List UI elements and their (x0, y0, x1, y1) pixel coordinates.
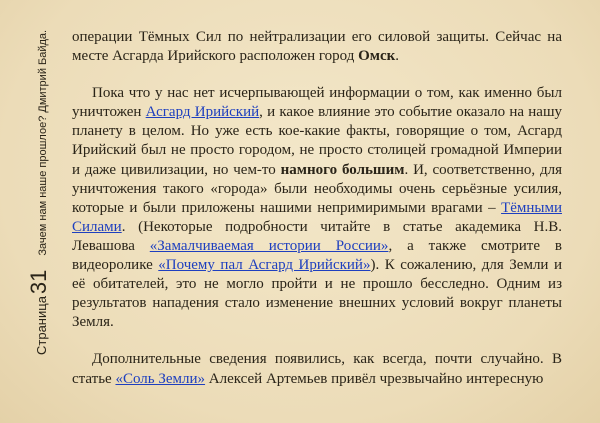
text-run: Дополнительные сведения появились, как всегда, почти случайно. В статье (72, 351, 562, 387)
page-sidebar (4, 0, 51, 423)
text-run: Алексей Артемьев привёл чрезвычайно интересную (205, 370, 544, 387)
link-salt-of-earth[interactable]: «Соль Земли» (115, 370, 206, 387)
text-run: . (Некоторые подробности читайте в статье академика Н.В. Левашова (72, 218, 562, 254)
link-article-levashov[interactable]: «Замалчиваемая истории России» (149, 237, 389, 254)
bold-emphasis: намного большим (280, 161, 405, 178)
text-run: . (395, 48, 400, 65)
text-run: , и какое влияние это событие оказало на нашу планету в целом. Но уже есть кое-какие факты, говорящие о том, Асгард Ирийский был не просто городом, не просто столицей громадной Империи и даже цивилизации, но чем-то (72, 104, 562, 178)
text-run: ). К сожалению, для Земли и её обитателей, это не могло пройти и не прошло бесследно. Одним из результатов нападения стало изменение внешних условий вокруг планеты Земля. (72, 257, 562, 331)
text-run: . И, соответственно, для уничтожения такого «города» были необходимы очень серьёзные усилия, которые и были приложены нашими непримиримыми врагами – (72, 161, 562, 216)
bold-city-name: Омск (358, 48, 396, 65)
text-run: Пока что у нас нет исчерпывающей информации о том, как именно был уничтожен (72, 85, 562, 121)
page-number: 31 (26, 269, 51, 295)
page-label: Страница (34, 296, 49, 355)
link-video-asgard[interactable]: «Почему пал Асгард Ирийский» (158, 257, 371, 274)
article-body (72, 28, 562, 407)
sidebar-caption (26, 30, 52, 355)
link-dark-forces[interactable]: Тёмными Силами (72, 199, 562, 235)
paragraph-1 (72, 28, 562, 66)
text-run: операции Тёмных Сил по нейтрализации его силовой защиты. Сейчас на месте Асгарда Ирийского расположен город (72, 29, 562, 65)
book-title: Зачем нам наше прошлое? Дмитрий Байда. (37, 29, 49, 256)
link-asgard-iriysky[interactable]: Асгард Ирийский (145, 104, 260, 121)
paragraph-2 (72, 84, 562, 332)
paragraph-3 (72, 350, 562, 388)
text-run: , а также смотрите в видеоролике (72, 237, 562, 274)
